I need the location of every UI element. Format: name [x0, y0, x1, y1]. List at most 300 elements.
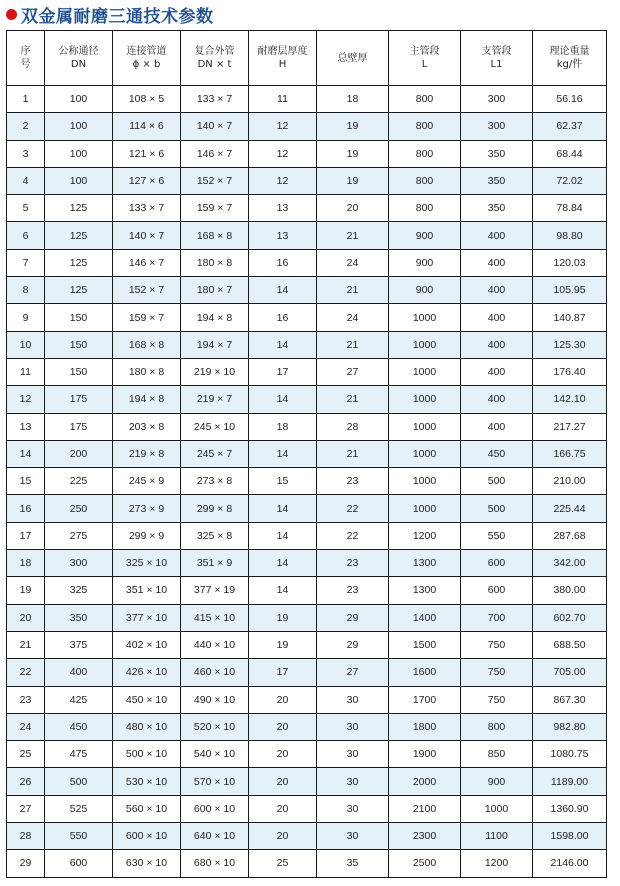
table-cell: 21 [7, 631, 45, 658]
table-cell: 245 × 7 [181, 440, 249, 467]
table-cell: 175 [45, 386, 113, 413]
table-cell: 1360.90 [533, 795, 607, 822]
table-cell: 351 × 10 [113, 577, 181, 604]
table-cell: 16 [249, 304, 317, 331]
table-cell: 210.00 [533, 468, 607, 495]
table-cell: 140.87 [533, 304, 607, 331]
table-row [7, 686, 607, 713]
table-cell: 500 × 10 [113, 741, 181, 768]
table-cell: 72.02 [533, 167, 607, 194]
table-cell: 400 [461, 222, 533, 249]
page-title-bar [6, 2, 214, 26]
table-cell: 600 [45, 850, 113, 877]
table-cell: 400 [461, 277, 533, 304]
table-cell: 287.68 [533, 522, 607, 549]
table-cell: 176.40 [533, 358, 607, 385]
table-cell: 867.30 [533, 686, 607, 713]
table-cell: 27 [317, 659, 389, 686]
table-cell: 400 [461, 413, 533, 440]
column-header [181, 31, 249, 86]
table-cell: 250 [45, 495, 113, 522]
table-cell: 550 [461, 522, 533, 549]
table-cell: 20 [249, 741, 317, 768]
table-cell: 1200 [461, 850, 533, 877]
table-cell: 11 [249, 86, 317, 113]
table-cell: 100 [45, 86, 113, 113]
table-cell: 20 [249, 768, 317, 795]
table-cell: 62.37 [533, 113, 607, 140]
table-cell: 1000 [389, 440, 461, 467]
column-header-unit: H [278, 59, 287, 70]
table-cell: 5 [7, 195, 45, 222]
table-row [7, 850, 607, 877]
table-row [7, 741, 607, 768]
column-header [389, 31, 461, 86]
table-cell: 299 × 8 [181, 495, 249, 522]
table-cell: 194 × 7 [181, 331, 249, 358]
table-cell: 127 × 6 [113, 167, 181, 194]
table-cell: 17 [249, 358, 317, 385]
page-title: 双金属耐磨三通技术参数 [21, 6, 214, 27]
table-cell: 2 [7, 113, 45, 140]
table-cell: 1300 [389, 577, 461, 604]
table-cell: 640 × 10 [181, 823, 249, 850]
table-cell: 30 [317, 686, 389, 713]
table-cell: 12 [249, 140, 317, 167]
table-cell: 225 [45, 468, 113, 495]
table-cell: 133 × 7 [113, 195, 181, 222]
table-cell: 350 [461, 195, 533, 222]
table-cell: 342.00 [533, 550, 607, 577]
table-cell: 21 [317, 331, 389, 358]
table-cell: 602.70 [533, 604, 607, 631]
table-cell: 750 [461, 659, 533, 686]
table-cell: 560 × 10 [113, 795, 181, 822]
table-row [7, 413, 607, 440]
table-cell: 125 [45, 195, 113, 222]
table-cell: 400 [461, 358, 533, 385]
table-cell: 480 × 10 [113, 713, 181, 740]
table-cell: 78.84 [533, 195, 607, 222]
table-cell: 700 [461, 604, 533, 631]
table-cell: 16 [249, 249, 317, 276]
table-cell: 19 [317, 140, 389, 167]
column-header [7, 31, 45, 86]
table-cell: 23 [317, 468, 389, 495]
table-cell: 152 × 7 [113, 277, 181, 304]
column-header [249, 31, 317, 86]
table-cell: 28 [317, 413, 389, 440]
table-cell: 114 × 6 [113, 113, 181, 140]
column-header-label: 耐磨层厚度 [257, 46, 308, 57]
table-cell: 15 [249, 468, 317, 495]
table-cell: 125.30 [533, 331, 607, 358]
table-cell: 750 [461, 631, 533, 658]
table-cell: 1800 [389, 713, 461, 740]
table-cell: 24 [317, 304, 389, 331]
table-cell: 180 × 7 [181, 277, 249, 304]
table-cell: 525 [45, 795, 113, 822]
table-row [7, 277, 607, 304]
table-cell: 100 [45, 140, 113, 167]
table-row [7, 222, 607, 249]
table-cell: 800 [389, 113, 461, 140]
table-cell: 400 [461, 386, 533, 413]
table-cell: 30 [317, 713, 389, 740]
table-cell: 275 [45, 522, 113, 549]
table-cell: 100 [45, 167, 113, 194]
column-header-label: 复合外管 [194, 46, 235, 57]
table-cell: 12 [249, 167, 317, 194]
table-cell: 400 [461, 331, 533, 358]
table-cell: 299 × 9 [113, 522, 181, 549]
table-row [7, 440, 607, 467]
table-cell: 150 [45, 358, 113, 385]
table-cell: 22 [7, 659, 45, 686]
table-cell: 200 [45, 440, 113, 467]
table-cell: 125 [45, 249, 113, 276]
table-row [7, 604, 607, 631]
table-cell: 21 [317, 222, 389, 249]
column-header-label: 理论重量 [549, 46, 590, 57]
table-cell: 98.80 [533, 222, 607, 249]
table-cell: 300 [461, 113, 533, 140]
table-cell: 350 [45, 604, 113, 631]
table-cell: 14 [249, 577, 317, 604]
table-body [7, 86, 607, 878]
table-cell: 1189.00 [533, 768, 607, 795]
table-cell: 14 [249, 440, 317, 467]
table-cell: 30 [317, 741, 389, 768]
table-cell: 1000 [389, 413, 461, 440]
table-cell: 600 × 10 [181, 795, 249, 822]
column-header [533, 31, 607, 86]
table-cell: 21 [317, 277, 389, 304]
table-cell: 1700 [389, 686, 461, 713]
column-header-unit: ϕ × b [132, 59, 161, 70]
table-cell: 20 [249, 686, 317, 713]
table-cell: 24 [317, 249, 389, 276]
table-cell: 17 [7, 522, 45, 549]
table-cell: 56.16 [533, 86, 607, 113]
table-cell: 325 [45, 577, 113, 604]
column-header-unit: DN [70, 59, 87, 70]
table-row [7, 358, 607, 385]
table-cell: 146 × 7 [113, 249, 181, 276]
table-cell: 29 [317, 604, 389, 631]
table-cell: 219 × 10 [181, 358, 249, 385]
table-cell: 450 × 10 [113, 686, 181, 713]
table-cell: 377 × 10 [113, 604, 181, 631]
table-cell: 25 [249, 850, 317, 877]
column-header-label: 序 [20, 46, 31, 57]
column-header-unit: 号 [20, 59, 31, 70]
table-cell: 20 [317, 195, 389, 222]
table-row [7, 331, 607, 358]
table-cell: 140 × 7 [113, 222, 181, 249]
table-row [7, 577, 607, 604]
table-cell: 800 [389, 167, 461, 194]
table-cell: 125 [45, 222, 113, 249]
column-header-label: 支管段 [481, 46, 512, 57]
table-cell: 900 [461, 768, 533, 795]
table-cell: 120.03 [533, 249, 607, 276]
table-cell: 800 [389, 195, 461, 222]
table-cell: 26 [7, 768, 45, 795]
column-header-unit: kg/件 [556, 59, 583, 70]
table-cell: 705.00 [533, 659, 607, 686]
table-cell: 900 [389, 249, 461, 276]
table-cell: 146 × 7 [181, 140, 249, 167]
table-cell: 14 [7, 440, 45, 467]
table-cell: 1900 [389, 741, 461, 768]
table-cell: 12 [249, 113, 317, 140]
table-cell: 27 [317, 358, 389, 385]
table-cell: 900 [389, 222, 461, 249]
table-cell: 426 × 10 [113, 659, 181, 686]
table-cell: 1400 [389, 604, 461, 631]
table-cell: 19 [249, 604, 317, 631]
table-cell: 142.10 [533, 386, 607, 413]
table-cell: 21 [317, 440, 389, 467]
table-cell: 140 × 7 [181, 113, 249, 140]
table-cell: 11 [7, 358, 45, 385]
table-cell: 1000 [389, 468, 461, 495]
table-cell: 159 × 7 [181, 195, 249, 222]
table-cell: 245 × 10 [181, 413, 249, 440]
table-cell: 325 × 8 [181, 522, 249, 549]
table-cell: 175 [45, 413, 113, 440]
table-cell: 402 × 10 [113, 631, 181, 658]
table-cell: 121 × 6 [113, 140, 181, 167]
table-cell: 23 [317, 577, 389, 604]
table-cell: 1500 [389, 631, 461, 658]
table-cell: 680 × 10 [181, 850, 249, 877]
table-cell: 159 × 7 [113, 304, 181, 331]
table-cell: 350 [461, 140, 533, 167]
table-cell: 1200 [389, 522, 461, 549]
table-row [7, 713, 607, 740]
table-cell: 166.75 [533, 440, 607, 467]
table-row [7, 468, 607, 495]
table-row [7, 386, 607, 413]
table-cell: 19 [7, 577, 45, 604]
table-row [7, 631, 607, 658]
table-cell: 982.80 [533, 713, 607, 740]
table-cell: 19 [317, 167, 389, 194]
table-cell: 425 [45, 686, 113, 713]
column-header [113, 31, 181, 86]
table-cell: 18 [317, 86, 389, 113]
table-cell: 490 × 10 [181, 686, 249, 713]
table-cell: 14 [249, 550, 317, 577]
table-cell: 100 [45, 113, 113, 140]
table-cell: 14 [249, 331, 317, 358]
table-row [7, 550, 607, 577]
table-cell: 12 [7, 386, 45, 413]
table-cell: 4 [7, 167, 45, 194]
table-cell: 20 [249, 713, 317, 740]
table-cell: 600 × 10 [113, 823, 181, 850]
table-cell: 1000 [389, 495, 461, 522]
table-cell: 150 [45, 304, 113, 331]
table-row [7, 659, 607, 686]
table-cell: 450 [461, 440, 533, 467]
column-header [45, 31, 113, 86]
table-cell: 219 × 7 [181, 386, 249, 413]
table-cell: 30 [317, 768, 389, 795]
table-cell: 1100 [461, 823, 533, 850]
table-cell: 500 [461, 495, 533, 522]
column-header-label: 连接管道 [126, 46, 167, 57]
table-cell: 273 × 8 [181, 468, 249, 495]
table-cell: 2100 [389, 795, 461, 822]
table-cell: 1598.00 [533, 823, 607, 850]
table-cell: 194 × 8 [113, 386, 181, 413]
table-row [7, 304, 607, 331]
table-row [7, 195, 607, 222]
column-header-label: 公称通径 [58, 46, 99, 57]
table-row [7, 768, 607, 795]
table-cell: 500 [461, 468, 533, 495]
table-cell: 68.44 [533, 140, 607, 167]
table-cell: 688.50 [533, 631, 607, 658]
table-cell: 10 [7, 331, 45, 358]
table-cell: 217.27 [533, 413, 607, 440]
table-cell: 29 [317, 631, 389, 658]
table-cell: 27 [7, 795, 45, 822]
column-header-unit: DN × t [197, 59, 232, 70]
table-cell: 450 [45, 713, 113, 740]
table-cell: 14 [249, 386, 317, 413]
table-cell: 13 [249, 195, 317, 222]
table-cell: 219 × 8 [113, 440, 181, 467]
table-cell: 460 × 10 [181, 659, 249, 686]
table-header-row [7, 31, 607, 86]
table-cell: 168 × 8 [181, 222, 249, 249]
table-cell: 550 [45, 823, 113, 850]
table-cell: 1000 [389, 304, 461, 331]
table-cell: 125 [45, 277, 113, 304]
column-header [317, 31, 389, 86]
table-cell: 19 [249, 631, 317, 658]
table-cell: 600 [461, 550, 533, 577]
table-cell: 152 × 7 [181, 167, 249, 194]
table-cell: 8 [7, 277, 45, 304]
table-cell: 168 × 8 [113, 331, 181, 358]
table-cell: 300 [45, 550, 113, 577]
table-cell: 150 [45, 331, 113, 358]
table-cell: 13 [249, 222, 317, 249]
table-cell: 133 × 7 [181, 86, 249, 113]
table-cell: 2000 [389, 768, 461, 795]
table-cell: 273 × 9 [113, 495, 181, 522]
table-cell: 400 [45, 659, 113, 686]
table-cell: 21 [317, 386, 389, 413]
table-cell: 14 [249, 495, 317, 522]
table-row [7, 249, 607, 276]
table-cell: 1000 [389, 386, 461, 413]
table-row [7, 522, 607, 549]
table-cell: 800 [461, 713, 533, 740]
table-cell: 1000 [461, 795, 533, 822]
table-cell: 630 × 10 [113, 850, 181, 877]
table-cell: 3 [7, 140, 45, 167]
table-cell: 800 [389, 86, 461, 113]
table-cell: 1600 [389, 659, 461, 686]
column-header-unit: L1 [490, 59, 503, 70]
table-cell: 1300 [389, 550, 461, 577]
table-cell: 1 [7, 86, 45, 113]
table-cell: 350 [461, 167, 533, 194]
table-cell: 440 × 10 [181, 631, 249, 658]
table-cell: 225.44 [533, 495, 607, 522]
table-row [7, 795, 607, 822]
table-cell: 377 × 19 [181, 577, 249, 604]
table-cell: 300 [461, 86, 533, 113]
table-cell: 108 × 5 [113, 86, 181, 113]
table-cell: 18 [249, 413, 317, 440]
table-cell: 520 × 10 [181, 713, 249, 740]
table-row [7, 86, 607, 113]
spec-table [6, 30, 607, 878]
table-cell: 800 [389, 140, 461, 167]
table-cell: 1080.75 [533, 741, 607, 768]
table-cell: 375 [45, 631, 113, 658]
table-cell: 20 [249, 823, 317, 850]
table-cell: 900 [389, 277, 461, 304]
table-cell: 850 [461, 741, 533, 768]
table-cell: 1000 [389, 331, 461, 358]
table-cell: 105.95 [533, 277, 607, 304]
column-header-label: 主管段 [409, 46, 440, 57]
table-cell: 23 [317, 550, 389, 577]
table-cell: 19 [317, 113, 389, 140]
table-cell: 9 [7, 304, 45, 331]
table-cell: 29 [7, 850, 45, 877]
table-cell: 15 [7, 468, 45, 495]
table-cell: 25 [7, 741, 45, 768]
table-row [7, 823, 607, 850]
table-cell: 180 × 8 [181, 249, 249, 276]
table-cell: 1000 [389, 358, 461, 385]
table-cell: 22 [317, 495, 389, 522]
table-cell: 194 × 8 [181, 304, 249, 331]
table-row [7, 113, 607, 140]
red-bullet-icon [6, 9, 17, 20]
table-cell: 351 × 9 [181, 550, 249, 577]
table-cell: 17 [249, 659, 317, 686]
column-header-label: 总壁厚 [337, 52, 368, 64]
table-cell: 14 [249, 522, 317, 549]
table-cell: 6 [7, 222, 45, 249]
table-cell: 600 [461, 577, 533, 604]
table-cell: 20 [7, 604, 45, 631]
table-row [7, 167, 607, 194]
table-cell: 2300 [389, 823, 461, 850]
table-cell: 570 × 10 [181, 768, 249, 795]
column-header-unit: L [421, 59, 428, 70]
table-cell: 400 [461, 249, 533, 276]
table-cell: 203 × 8 [113, 413, 181, 440]
table-cell: 380.00 [533, 577, 607, 604]
table-cell: 13 [7, 413, 45, 440]
table-cell: 2500 [389, 850, 461, 877]
table-cell: 2146.00 [533, 850, 607, 877]
table-cell: 475 [45, 741, 113, 768]
table-cell: 750 [461, 686, 533, 713]
table-cell: 14 [249, 277, 317, 304]
